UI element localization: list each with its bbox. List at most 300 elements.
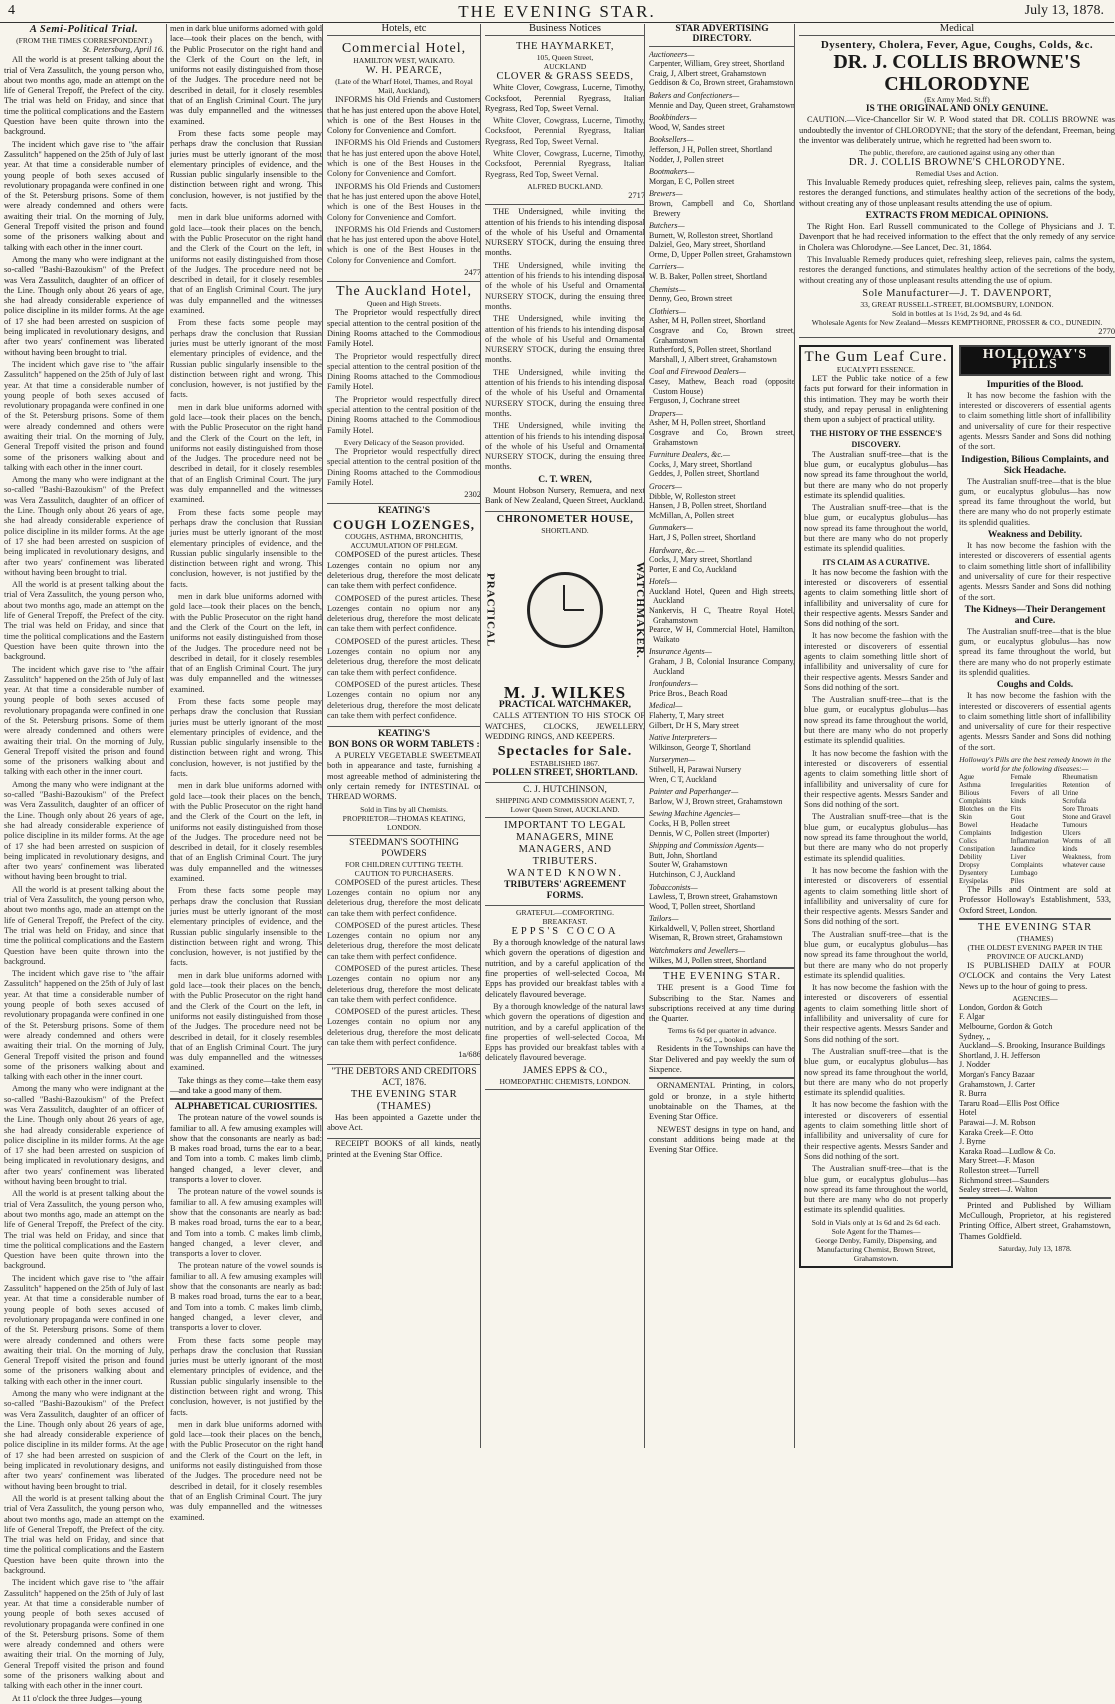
directory-category: Coal and Firewood Dealers— xyxy=(649,367,746,377)
directory-entry: Graham, J B, Colonial Insurance Company, Auckland xyxy=(649,657,795,676)
ad-title: "THE DEBTORS AND CREDITORS ACT, 1876. xyxy=(331,1066,477,1088)
directory-entry: Gilbert, Dr H S, Mary street xyxy=(649,720,739,730)
ad-establishment: The Pills and Ointment are sold at Professor Holloway's Establishment, 533, Oxford Street, London. xyxy=(959,885,1111,915)
article-paragraph: Among the many who were indignant at the so-called "Bashi-Bazoukism" of the Prefect was Vera Zassulitch, daughter of an officer of the Line. Though only about 26 years of age, she had already considerable experience of police discipline in its milder forms. At the age of 17 she had been arrested on suspicion of being implicated in revolutionary designs, and after two years' confinement was liberated without having been brought to trial. xyxy=(4,779,164,882)
ad-body: SHIPPING AND COMMISSION AGENT, 7, Lower Queen Street, AUCKLAND. xyxy=(495,796,635,815)
column-directory xyxy=(644,24,795,1448)
divider xyxy=(959,918,1111,920)
ad-body: INFORMS his Old Friends and Customers that he has just entered upon the above Hotel, which is one of the Best Houses in the Colony for Convenience and Comfort. xyxy=(327,181,481,222)
directory-entry: Dennis, W C, Pollen street (Importer) xyxy=(649,828,770,838)
directory-entry: Hansen, J B, Pollen street, Shortland xyxy=(649,501,767,511)
star-title: THE EVENING STAR xyxy=(977,921,1093,933)
article-paragraph: Among the many who were indignant at the so-called "Bashi-Bazoukism" of the Prefect was Vera Zassulitch, daughter of an officer of the Line. Though only about 26 years of age, she had already considerable experience of police discipline in its milder forms. At the age of 17 she had been arrested on suspicion of being implicated in revolutionary designs, and after two years' confinement was liberated without having been brought to trial. xyxy=(4,1084,164,1187)
directory-entry: Dalziel, Geo, Mary street, Shortland xyxy=(649,240,766,250)
star-notice-body: THE present is a Good Time for Subscribing to the Star. Names and subscriptions received at any time during the Quarter. xyxy=(649,983,795,1024)
ad-place: SHORTLAND. xyxy=(541,526,589,536)
directory-category: Hardware, &c.— xyxy=(649,545,705,555)
section-heading: ALPHABETICAL CURIOSITIES. xyxy=(174,1102,318,1113)
directory-category: Sewing Machine Agencies— xyxy=(649,809,740,819)
directory-entry: Morgan, E C, Pollen street xyxy=(649,176,735,186)
ad-title: Commercial Hotel, xyxy=(341,41,467,57)
ad-body: The Australian snuff-tree—that is the blue gum, or eucalyptus globulus—has now spread its fame throughout the world, but there are many who do not properly estimate its splendid qualities. xyxy=(804,695,948,746)
agency-entry: Shortland, J. H. Jefferson xyxy=(959,1050,1041,1060)
directory-category: Nurserymen— xyxy=(649,755,696,765)
ad-heading: CLOVER & GRASS SEEDS, xyxy=(496,71,634,83)
ad-title: THE HAYMARKET, xyxy=(516,41,614,53)
directory-entry: Lawless, T, Brown street, Grahamstown xyxy=(649,892,778,902)
ad-body: COMPOSED of the purest articles. These Lozenges contain no opium nor any deleterious drug, therefore the most delicate can take them with perfect confidence. xyxy=(327,636,481,677)
disease-item: Lumbago xyxy=(1010,869,1038,878)
ad-paper: THE EVENING STAR (THAMES) xyxy=(350,1088,458,1112)
directory-entry: Auckland Hotel, Queen and High streets, Auckland xyxy=(649,586,795,606)
directory-category: Butchers— xyxy=(649,221,685,231)
ad-subtitle: FOR CHILDREN CUTTING TEETH. xyxy=(345,859,463,869)
column-hotels xyxy=(322,24,481,1448)
directory-entry: Brown, Campbell and Co, Shortland Brewery xyxy=(649,198,795,218)
article-source: (FROM THE TIMES CORRESPONDENT.) xyxy=(16,36,152,45)
disease-item: Tumours xyxy=(1062,821,1088,830)
ad-number: 1a/686 xyxy=(458,1050,481,1060)
disease-item: Fits xyxy=(1010,805,1022,814)
ad-body: COMPOSED of the purest articles. These Lozenges contain no opium nor any deleterious drug, therefore the most delicate can take them with perfect confidence. xyxy=(327,593,481,634)
ad-hutchinson xyxy=(485,783,645,818)
article-paragraph: From these facts some people may perhaps draw the conclusion that Russian juries must be utterly ignorant of the most elementary principles of evidence, and the Russian public singularly insensible to the distinction between right and wrong. This conclusion, however, is not justified by the facts. xyxy=(170,128,322,211)
ad-body: The Australian snuff-tree—that is the blue gum, or eucalyptus globulus—has now spread its fame throughout the world, but there are many who do not properly estimate its splendid qualities. xyxy=(804,812,948,863)
ad-address: POLLEN STREET, SHORTLAND. xyxy=(492,768,638,779)
ad-gum-leaf xyxy=(799,345,953,1268)
ad-body: The Australian snuff-tree—that is the blue gum, or eucalyptus globulus—has now spread its fame throughout the world, but there are many who do not properly estimate its splendid qualities. xyxy=(959,476,1111,527)
article-paragraph: men in dark blue uniforms adorned with gold lace—took their places on the bench, with the Public Prosecutor on the right hand and the Clerk of the Court on the left, in uniforms not easily distinguished from those of the Judges. The procedure need not be described in detail, for it closely resembles that of an English Criminal Court. The jury was duly empannelled and the witnesses examined. xyxy=(170,592,322,694)
article-paragraph: men in dark blue uniforms adorned with gold lace—took their places on the bench, with the Public Prosecutor on the right hand and the Clerk of the Court on the left, in uniforms not easily distinguished from those of the Judges. The procedure need not be described in detail, for it closely resembles that of an English Criminal Court. The jury was duly empannelled and the witnesses examined. xyxy=(170,970,322,1073)
directory-entry: Asher, M H, Pollen street, Shortland xyxy=(649,418,766,428)
directory-entry: Carpenter, William, Grey street, Shortland xyxy=(649,59,785,69)
ad-body: The Proprietor would respectfully direct special attention to the central position of the Dining Rooms attached to the Commodious Family Hotel. xyxy=(327,351,481,392)
agency-entry: Sydney, „ xyxy=(959,1031,991,1041)
ad-extracts-head: EXTRACTS FROM MEDICAL OPINIONS. xyxy=(865,211,1049,222)
ad-auckland-hotel xyxy=(327,282,481,504)
ad-signature: ALFRED BUCKLAND. xyxy=(527,181,603,191)
ad-note: (Late of the Wharf Hotel, Thames, and Royal Mail, Auckland), xyxy=(335,77,473,96)
ad-body: INFORMS his Old Friends and Customers that he has just entered upon the above Hotel, which is one of the Best Houses in the Colony for Convenience and Comfort. xyxy=(327,95,481,136)
article-dateline: St. Petersburg, April 16. xyxy=(82,45,164,54)
ad-body: It has now become the fashion with the interested or discoverers of essential agents to claim something little short of infallibility and universality of cure for their respective agents. Messrs Sander and Sons did nothing of the sort. xyxy=(804,631,948,692)
ad-body: The Australian snuff-tree—that is the blue gum, or eucalyptus globulus—has now spread its fame throughout the world, but there are many who do not properly estimate its splendid qualities. xyxy=(959,626,1111,677)
star-sub: (THAMES) xyxy=(1016,933,1054,943)
disease-item: Dysentery xyxy=(959,869,988,878)
ad-public: The public, therefore, are cautioned against using any other than xyxy=(859,148,1055,158)
directory-entry: Rutherford, S, Pollen street, Shortland xyxy=(649,345,772,355)
ad-chronometer xyxy=(485,512,645,783)
ad-title: The Gum Leaf Cure. xyxy=(804,349,948,366)
column-news-continued xyxy=(166,24,322,1522)
directory-entry: Cocks, J, Mary street, Shortland xyxy=(649,555,752,565)
directory-entry: Nankervis, H C, Theatre Royal Hotel, Grahamstown xyxy=(649,606,795,625)
agency-entry: Auckland—S. Brooking, Insurance Buildings xyxy=(959,1041,1105,1051)
article-paragraph: From these facts some people may perhaps draw the conclusion that Russian juries must be utterly ignorant of the most elementary principles of evidence, and the Russian public singularly insensible to the distinction between right and wrong. This conclusion, however, is not justified by the facts. xyxy=(170,697,322,779)
ad-body: INFORMS his Old Friends and Customers that he has just entered upon the above Hotel, which is one of the Best Houses in the Colony for Convenience and Comfort. xyxy=(327,138,481,179)
directory-category: Drapers— xyxy=(649,408,683,418)
directory-entry: Stilwell, H, Parawai Nursery xyxy=(649,764,742,774)
ad-body: THE Undersigned, while inviting the attention of his friends to his intending disposal of the whole of his Useful and Ornamental NURSERY STOCK, during the ensuing three months. xyxy=(485,260,645,311)
ad-keating-bonbons xyxy=(327,727,481,835)
article-paragraph: men in dark blue uniforms adorned with gold lace—took their places on the bench, with the Public Prosecutor on the right hand and the Clerk of the Court on the left, in uniforms not easily distinguished from those of the Judges. The procedure need not be described in detail, for it closely resembles that of an English Criminal Court. The jury was duly empannelled and the witnesses examined. xyxy=(170,213,322,316)
agency-entry: Parawai—J. M. Robson xyxy=(959,1117,1036,1127)
ad-title: The Auckland Hotel, xyxy=(335,284,473,300)
column-heading: Business Notices xyxy=(485,24,645,36)
disease-item: Ague xyxy=(959,773,975,782)
ad-body: It has now become the fashion with the interested or discoverers of essential agents to claim something little short of infallibility and universality of cure for their respective agents. Messrs Sander and Sons did nothing of the sort. xyxy=(804,1100,948,1161)
disease-item: Bowel Complaints xyxy=(959,821,992,838)
disease-item: Bilious Complaints xyxy=(959,789,992,806)
agencies-head: AGENCIES— xyxy=(1012,993,1058,1003)
ad-body: The Australian snuff-tree—that is the blue gum, or eucalyptus globulus—has now spread its fame throughout the world, but there are many who do not properly estimate its splendid qualities. xyxy=(804,929,948,980)
ad-place: Queen and High Streets. xyxy=(366,299,442,309)
agency-entry: F. Algar xyxy=(959,1012,985,1022)
disease-item: Headache xyxy=(1010,821,1039,830)
ad-body: It has now become the fashion with the interested or discoverers of essential agents to claim something little short of infallibility and universality of cure for their respective agents. Messrs Sander and Sons did nothing of the sort. xyxy=(804,865,948,927)
article-paragraph: men in dark blue uniforms adorned with gold lace—took their places on the bench, with the Public Prosecutor on the right hand and the Clerk of the Court on the left, in uniforms not easily distinguished from those of the Judges. The procedure need not be described in detail, for it closely resembles that of an English Criminal Court. The jury was duly empannelled and the witnesses examined. xyxy=(170,24,322,126)
disease-item: Blotches on the Skin xyxy=(959,805,1008,822)
ad-body: COMPOSED of the purest articles. These Lozenges contain no opium nor any deleterious drug, therefore the most delicate can take them with perfect confidence. xyxy=(327,1007,481,1048)
ad-extracts-body: The Right Hon. Earl Russell communicated to the College of Physicians and J. T. Davenport that he had received information to the effect that the only remedy of any service in Cholera was Chlorodyne.—See Lancet, Dec. 31, 1864. xyxy=(799,222,1115,252)
directory-entry: Porter, E and Co, Auckland xyxy=(649,564,737,574)
directory-entry: Casey, Mathew, Beach road (opposite Custom House) xyxy=(649,377,795,396)
ad-body: THE Undersigned, while inviting the attention of his friends to his intending disposal of the whole of his Useful and Ornamental NURSERY STOCK, during the ensuing three months. xyxy=(485,207,645,258)
imprint: Printed and Published by William McCullough, Proprietor, at his registered Printing Office, Albert street, Grahamstown, Thames Goldfield. xyxy=(959,1200,1111,1241)
directory-entry: Denny, Geo, Brown street xyxy=(649,294,733,304)
issue-date: July 13, 1878. xyxy=(1024,3,1104,18)
column-medical xyxy=(794,24,1115,1448)
ad-nursery xyxy=(485,205,645,512)
directory-category: Gunmakers— xyxy=(649,523,693,533)
article-paragraph: The protean nature of the vowel sounds is familiar to all. A few amusing examples will show that the consonants are nearly as bad: B makes road broad, turns the ear to a bear, and Tom into a tomb. C makes limb climb, hanged changed, a lever clever, and transports a lover to clover. xyxy=(170,1261,322,1333)
directory-category: Carriers— xyxy=(649,262,684,272)
ad-body: The Australian snuff-tree—that is the blue gum, or eucalyptus globulus—has now spread its fame throughout the world, but there are many who do not properly estimate its splendid qualities. xyxy=(804,1164,948,1215)
star-published: IS PUBLISHED DAILY at FOUR O'CLOCK and contains the Very Latest News up to the hour of going to press. xyxy=(959,960,1111,991)
ad-list: COUGHS, ASTHMA, BRONCHITIS, ACCUMULATION OF PHLEGM. xyxy=(345,532,463,551)
ad-mine-managers xyxy=(485,818,645,906)
ad-banner: Dysentery, Cholera, Fever, Ague, Coughs, Colds, &c. xyxy=(820,39,1094,52)
directory-entry: Wilkes, M J, Pollen street, Shortland xyxy=(649,955,767,965)
ad-chemist: George Denby, Family, Dispensing, and Manufacturing Chemist, Brown Street, Grahamstown. xyxy=(815,1235,937,1263)
directory-entry: Orme, D, Upper Pollen street, Grahamstown xyxy=(649,249,792,259)
ad-kidneys: The Kidneys—Their Derangement and Cure. xyxy=(964,604,1106,626)
ad-coughs: Coughs and Colds. xyxy=(996,680,1074,691)
column-heading: STAR ADVERTISING DIRECTORY. xyxy=(649,24,795,47)
agency-entry: Hotel xyxy=(959,1108,977,1118)
ad-line: Every Delicacy of the Season provided. xyxy=(343,437,465,447)
divider xyxy=(649,967,795,969)
ad-body: The Proprietor would respectfully direct special attention to the central position of the Dining Rooms attached to the Commodious Family Hotel. xyxy=(327,308,481,349)
ad-body: The Proprietor would respectfully direct special attention to the central position of the Dining Rooms attached to the Commodious Family Hotel. xyxy=(327,394,481,435)
column-heading: Medical xyxy=(799,24,1115,36)
article-paragraph: All the world is at present talking about the trial of Vera Zassulitch, the young person who, about two months ago, made an attempt on the life of General Trepoff, the Prefect of the city. The trial was held on Friday, and since that time the political complications and the Eastern Question have been quite thrown into the background. xyxy=(4,1189,164,1271)
ad-address: Mount Hobson Nursery, Remuera, and next Bank of New Zealand, Queen Street, Auckland. xyxy=(485,485,645,505)
ad-remedy: Holloway's Pills are the best remedy known in the world for the following diseases:— xyxy=(959,755,1111,774)
ad-body: COMPOSED of the purest articles. These Lozenges contain no opium nor any deleterious drug, therefore the most delicate can take them with perfect confidence. xyxy=(327,964,481,1004)
agency-list xyxy=(959,1003,1111,1195)
ad-title: EPPS'S COCOA xyxy=(511,926,619,938)
directory-entry: Marshall, J, Albert street, Grahamstown xyxy=(649,354,777,364)
ad-body: By a thorough knowledge of the natural laws which govern the operations of digestion and nutrition, and by a careful application of the fine properties of well-selected Cocoa, Mr Epps has provided our breakfast tables with a delicately flavoured beverage. xyxy=(485,1001,645,1063)
article-paragraph: The incident which gave rise to "the affair Zassulitch" happened on the 25th of July of last year. At that time a considerable number of young people of both sexes accused of revolutionary propaganda were confined in one of the St. Petersburg prisons. Some of them were already condemned and others were awaiting their trial. On the morning of July, General Trepoff visited the prison and found some of the prisoners walking about and talking with each other in the inner court. xyxy=(4,1273,164,1386)
ad-body: The Australian snuff-tree—that is the blue gum, or eucalyptus globulus—has now spread its fame throughout the world, but there are many who do not properly estimate its splendid qualities. xyxy=(804,449,948,500)
directory-category: Insurance Agents— xyxy=(649,647,712,657)
article-paragraph: The incident which gave rise to "the affair Zassulitch" happened on the 25th of July of last year. At that time a considerable number of young people of both sexes accused of revolutionary propaganda were confined in one of the St. Petersburg prisons. Some of them were already condemned and others were awaiting their trial. On the morning of July, General Trepoff visited the prison and found some of the prisoners walking about and talking with each other in the inner court. xyxy=(4,1578,164,1691)
directory-entry: Mennie and Day, Queen street, Grahamstown xyxy=(649,100,795,110)
ad-company: JAMES EPPS & CO., xyxy=(522,1065,608,1076)
article-paragraph: Take things as they come—take them easy—and take a good many of them. xyxy=(170,1075,322,1095)
ad-subtitle: EUCALYPTI ESSENCE. xyxy=(836,365,916,375)
ad-remedial-head: Remedial Uses and Action. xyxy=(915,169,999,179)
disease-item: Debility xyxy=(959,853,982,862)
star-residents: Residents in the Townships can have the Star Delivered and pay weekly the sum of Sixpence. xyxy=(649,1044,795,1075)
disease-item: Indigestion xyxy=(1010,829,1043,838)
ad-genuine: IS THE ORIGINAL AND ONLY GENUINE. xyxy=(865,104,1049,115)
holloway-logo: HOLLOWAY'S PILLS xyxy=(959,345,1111,376)
agency-entry: Tararu Road—Ellis Post Office xyxy=(959,1098,1060,1108)
directory-category: Tobacconists— xyxy=(649,882,698,892)
ad-watchmaker: WATCHMAKER. xyxy=(634,561,646,659)
article-paragraph: Among the many who were indignant at the so-called "Bashi-Bazoukism" of the Prefect was Vera Zassulitch, daughter of an officer of the Line. Though only about 26 years of age, she had already considerable experience of police discipline in its milder forms. At the age of 17 she had been arrested on suspicion of being implicated in revolutionary designs, and after two years' confinement was liberated without having been brought to trial. xyxy=(4,475,164,577)
disease-item: Rheumatism xyxy=(1062,773,1098,782)
article-paragraph: The incident which gave rise to "the affair Zassulitch" happened on the 25th of July of last year. At that time a considerable number of young people of both sexes accused of revolutionary propaganda were confined in one of the St. Petersburg prisons. Some of them were already condemned and others were awaiting their trial. On the morning of July, General Trepoff visited the prison and found some of the prisoners walking about and talking with each other in the inner court. xyxy=(4,969,164,1082)
ad-number: 2770 xyxy=(1098,326,1115,336)
ad-keating-lozenges xyxy=(327,504,481,727)
ad-title: IMPORTANT TO LEGAL MANAGERS, MINE MANAGERS, AND TRIBUTERS. xyxy=(504,820,626,868)
ad-body: THE Undersigned, while inviting the attention of his friends to his intending disposal of the whole of his Useful and Ornamental NURSERY STOCK, during the ensuing three months. xyxy=(485,421,645,472)
ad-sole-address: 33, GREAT RUSSELL-STREET, BLOOMSBURY, LONDON. xyxy=(860,299,1054,309)
ad-body: COMPOSED of the purest articles. These Lozenges contain no opium nor any deleterious drug, therefore the most delicate can take them with perfect confidence. xyxy=(327,877,481,918)
directory-category: Bakers and Confectioners— xyxy=(649,90,740,100)
divider xyxy=(959,1197,1111,1199)
directory-entry: Jefferson, J H, Pollen street, Shortland xyxy=(649,144,772,154)
ad-body: It has now become the fashion with the interested or discoverers of essential agents to claim something little short of infallibility and universality of cure for their respective agents. Messrs Sander and Sons did nothing of the sort. xyxy=(959,390,1111,452)
ad-established: ESTABLISHED 1867. xyxy=(530,759,600,769)
ad-debtors-act xyxy=(327,1065,481,1140)
ad-caution: CAUTION TO PURCHASERS. xyxy=(354,868,454,878)
agency-entry: Richmond street—Saunders xyxy=(959,1175,1049,1185)
directory-entry: Wiseman, R, Brown street, Grahamstown xyxy=(649,933,783,943)
ad-body: LET the Public take notice of a few facts put forward for their information in this intimation. They may be worth their study, and repay perusal in enlightening them upon a subject of practical utility. xyxy=(804,374,948,425)
ad-title: C. J. HUTCHINSON, xyxy=(523,785,607,796)
ad-watchmaker-name: M. J. WILKES xyxy=(503,683,627,703)
directory-category: Bookbinders— xyxy=(649,113,697,123)
directory-entry: Hutchinson, C J, Auckland xyxy=(649,869,735,879)
ad-weakness: Weakness and Debility. xyxy=(987,530,1083,541)
directory-category: Shipping and Commission Agents— xyxy=(649,841,764,851)
ad-body: It has now become the fashion with the interested or discoverers of essential agents to claim something little short of infallibility and universality of cure for their respective agents. Messrs Sander and Sons did nothing of the sort. xyxy=(804,748,948,810)
directory-entry: Craig, J, Albert street, Grahamstown xyxy=(649,68,767,78)
disease-item: Inflammation xyxy=(1010,837,1049,846)
agency-entry: J. Byrne xyxy=(959,1137,986,1147)
ad-body: COMPOSED of the purest articles. These Lozenges contain no opium nor any deleterious drug, therefore the most delicate can take them with perfect confidence. xyxy=(327,920,481,961)
disease-item: Asthma xyxy=(959,781,981,790)
ad-ornamental: ORNAMENTAL Printing, in colors, gold or bronze, in a style hitherto unobtainable on the Thames, at the Evening Star Office. xyxy=(649,1081,795,1122)
agency-entry: Karaka Creek—F. Otto xyxy=(959,1127,1034,1137)
ad-body: White Clover, Cowgrass, Lucerne, Timothy, Cocksfoot, Perennial Ryegrass, Italian Ryegrass, Red Top, Sweet Vernal. xyxy=(485,149,645,179)
disease-item: Liver Complaints xyxy=(1010,853,1043,870)
ad-proprietor: PROPRIETOR—THOMAS KEATING, LONDON. xyxy=(342,813,466,832)
ad-extracts-body: This Invaluable Remedy produces quiet, refreshing sleep, relieves pain, calms the system, restores the deranged functions, and stimulates healthy action of the secretions of the body, without creating any of those unpleasant results attending the use of opium. xyxy=(799,254,1115,285)
divider xyxy=(170,1098,322,1100)
article-paragraph: All the world is at present talking about the trial of Vera Zassulitch, the young person who, about two months ago, made an attempt on the life of General Trepoff, the Prefect of the city. The trial was held on Friday, and since that time the political complications and the Eastern Question have been quite thrown into the background. xyxy=(4,55,164,137)
directory-entry: Barlow, W J, Brown street, Grahamstown xyxy=(649,796,783,806)
ad-forms: TRIBUTERS' AGREEMENT FORMS. xyxy=(504,880,626,902)
ad-body: It has now become the fashion with the interested or discoverers of essential agents to claim something little short of infallibility and universality of cure for their respective agents. Messrs Sander and Sons did nothing of the sort. xyxy=(804,567,948,629)
directory-entry: Burnett, W, Rolleston street, Shortland xyxy=(649,230,773,240)
ad-place: HAMILTON WEST, WAIKATO. xyxy=(353,56,455,66)
directory-category: Auctioneers— xyxy=(649,49,695,59)
ad-body: White Clover, Cowgrass, Lucerne, Timothy, Cocksfoot, Perennial Ryegrass, Italian Ryegrass, Red Top, Sweet Vernal. xyxy=(485,83,645,113)
article-paragraph: men in dark blue uniforms adorned with gold lace—took their places on the bench, with the Public Prosecutor on the right hand and the Clerk of the Court on the left, in uniforms not easily distinguished from those of the Judges. The procedure need not be described in detail, for it closely resembles that of an English Criminal Court. The jury was duly empannelled and the witnesses examined. xyxy=(170,781,322,884)
ad-body: The Proprietor would respectfully direct special attention to the central position of the Dining Rooms attached to the Commodious Family Hotel. xyxy=(327,446,481,487)
ad-body: The Australian snuff-tree—that is the blue gum, or eucalyptus globulus—has now spread its fame throughout the world, but there are many who do not properly estimate its splendid qualities. xyxy=(804,503,948,554)
disease-list xyxy=(959,773,1111,885)
directory-entry: Pearce, W H, Commercial Hotel, Hamilton, Waikato xyxy=(649,625,795,644)
directory-entry: Souter W, Grahamstown xyxy=(649,860,728,870)
article-paragraph: The protean nature of the vowel sounds is familiar to all. A few amusing examples will show that the consonants are nearly as bad: B makes road broad, turns the ear to a bear, and Tom into a tomb. C makes limb climb, hanged changed, a lever clever, and transports a lover to clover. xyxy=(170,1113,322,1185)
directory-entry: W. B. Baker, Pollen street, Shortland xyxy=(649,272,767,282)
article-paragraph: All the world is at present talking about the trial of Vera Zassulitch, the young person who, about two months ago, made an attempt on the life of General Trepoff, the Prefect of the city. The trial was held on Friday, and since that time the political complications and the Eastern Question have been quite thrown into the background. xyxy=(4,884,164,966)
directory-category: Native Interpreters— xyxy=(649,733,717,743)
ad-body: INFORMS his Old Friends and Customers that he has just entered upon the above Hotel, which is one of the Best Houses in the Colony for Convenience and Comfort. xyxy=(327,224,481,265)
article-paragraph: At 11 o'clock the three Judges—young xyxy=(12,1693,142,1703)
ad-tagline: GRATEFUL—COMFORTING. xyxy=(515,908,615,918)
ad-remedial-body: This Invaluable Remedy produces quiet, refreshing sleep, relieves pain, calms the system, restores the deranged functions, and stimulates healthy action of the secretions of the body, without creating any of those unpleasant results attending the use of opium. xyxy=(799,178,1115,208)
agency-entry: Mary Street—F. Mason xyxy=(959,1156,1035,1166)
ad-number: 2717 xyxy=(628,190,645,200)
ad-breakfast: BREAKFAST. xyxy=(542,917,588,927)
disease-item: Scrofula xyxy=(1062,797,1087,806)
advertising-directory xyxy=(649,50,795,966)
agency-entry: Rolleston street—Turrell xyxy=(959,1165,1039,1175)
ad-claim-head: ITS CLAIM AS A CURATIVE. xyxy=(822,557,930,567)
directory-entry: Cocks, H B, Pollen street xyxy=(649,818,730,828)
ad-newest-designs: NEWEST designs in type on hand, and constant additions being made at the Evening Star Office. xyxy=(649,1124,795,1155)
agency-entry: J. Nodder xyxy=(959,1060,991,1070)
column-heading: Hotels, etc xyxy=(327,24,481,36)
article-paragraph: The protean nature of the vowel sounds is familiar to all. A few amusing examples will show that the consonants are nearly as bad: B makes road broad, turns the ear to a bear, and Tom into a tomb. C makes limb climb, hanged changed, a lever clever, and transports a lover to clover. xyxy=(170,1187,322,1259)
ad-sold: Sold in Tins by all Chemists. xyxy=(360,804,448,814)
ad-city: AUCKLAND xyxy=(543,62,587,72)
ad-army: (Ex Army Med. St.ff) xyxy=(924,95,990,105)
disease-item: Worms of all kinds xyxy=(1062,837,1111,854)
directory-entry: Cocks, J, Mary street, Shortland xyxy=(649,459,752,469)
agency-entry: London, Gordon & Gotch xyxy=(959,1002,1043,1012)
directory-entry: Geddison & Co, Brown street, Grahamstown xyxy=(649,78,794,88)
ad-body: It has now become the fashion with the interested or discoverers of essential agents to claim something little short of infallibility and universality of cure for their respective agents. Messrs Sander and Sons did nothing of the sort. xyxy=(804,983,948,1044)
ad-number: 2477 xyxy=(464,268,481,278)
clock-icon xyxy=(527,572,603,648)
star-oldest: (THE OLDEST EVENING PAPER IN THE PROVINCE OF AUCKLAND) xyxy=(967,942,1103,961)
ad-indigestion: Indigestion, Bilious Complaints, and Sick Headache. xyxy=(961,454,1109,476)
directory-entry: Cosgrave and Co, Brown street, Grahamstown xyxy=(649,326,795,345)
ad-brand: KEATING'S xyxy=(377,506,431,517)
agency-entry: Morgan's Fancy Bazaar xyxy=(959,1070,1035,1079)
article-paragraph: The incident which gave rise to "the affair Zassulitch" happened on the 25th of July of last year. At that time a considerable number of young people of both sexes accused of revolutionary propaganda were confined in one of the St. Petersburg prisons. Some of them were already condemned and others were awaiting their trial. On the morning of July, General Trepoff visited the prison and found some of the prisoners walking about and talking with each other in the inner court. xyxy=(4,139,164,252)
directory-category: Hotels— xyxy=(649,577,677,587)
ad-history-head: THE HISTORY OF THE ESSENCE'S DISCOVERY. xyxy=(810,428,942,449)
ad-body: White Clover, Cowgrass, Lucerne, Timothy, Cocksfoot, Perennial Ryegrass, Italian Ryegrass, Red Top, Sweet Vernal. xyxy=(485,116,645,146)
directory-category: Ironfounders— xyxy=(649,679,698,689)
disease-item: Erysipelas xyxy=(959,877,989,886)
ad-haymarket xyxy=(485,39,645,205)
ad-receipt-books: RECEIPT BOOKS of all kinds, neatly printed at the Evening Star Office. xyxy=(327,1139,481,1159)
directory-entry: Nodder, J, Pollen street xyxy=(649,154,724,164)
directory-entry: Hart, J S, Pollen street, Shortland xyxy=(649,532,756,542)
directory-entry: Geddes, J, Pollen street, Shortland xyxy=(649,469,759,479)
ad-steedman xyxy=(327,836,481,1065)
disease-item: Fevers of all kinds xyxy=(1010,789,1060,806)
article-paragraph: From these facts some people may perhaps draw the conclusion that Russian juries must be utterly ignorant of the most elementary principles of evidence, and the Russian public singularly insensible to the distinction between right and wrong. This conclusion, however, is not justified by the facts. xyxy=(170,318,322,400)
disease-item: Piles xyxy=(1010,877,1025,886)
ad-title: CHRONOMETER HOUSE, xyxy=(496,514,634,526)
directory-entry: Dibble, W, Rolleston street xyxy=(649,491,736,501)
ad-spectacles: Spectacles for Sale. xyxy=(497,744,633,760)
ad-title: COUGH LOZENGES, xyxy=(332,517,476,533)
newspaper-title: THE EVENING STAR. xyxy=(458,2,656,21)
ad-address: 105, Queen Street, xyxy=(536,53,594,63)
ad-epps-cocoa xyxy=(485,906,645,1090)
column-news xyxy=(4,24,164,1703)
disease-item: Retention of Urine xyxy=(1062,781,1111,798)
ad-caution: CAUTION.—Vice-Chancellor Sir W. P. Wood stated that DR. COLLIS BROWNE was undoubtedly the inventor of CHLORODYNE; that the story of the defendant, Freeman, being the inventor was deliberately untrue, which he regretted had been sworn to. xyxy=(799,115,1115,145)
agency-entry: Grahamstown, J. Carter xyxy=(959,1079,1035,1089)
agency-entry: Melbourne, Gordon & Gotch xyxy=(959,1022,1053,1032)
directory-category: Bootmakers— xyxy=(649,167,695,177)
article-paragraph: All the world is at present talking about the trial of Vera Zassulitch, the young person who, about two months ago, made an attempt on the life of General Trepoff, the Prefect of the city. The trial was held on Friday, and since that time the political complications and the Eastern Question have been quite thrown into the background. xyxy=(4,1493,164,1576)
article-headline: A Semi-Political Trial. xyxy=(29,24,139,35)
ad-chlorodyne-name: DR. J. COLLIS BROWNE'S CHLORODYNE. xyxy=(848,157,1066,169)
agency-entry: Sealey street—J. Walton xyxy=(959,1185,1038,1195)
agency-entry: Karaka Road—Ludlow & Co. xyxy=(959,1146,1056,1156)
star-notice-title: THE EVENING STAR. xyxy=(663,971,781,983)
directory-entry: Butt, John, Shortland xyxy=(649,850,718,860)
article-paragraph: men in dark blue uniforms adorned with gold lace—took their places on the bench, with the Public Prosecutor on the right hand and the Clerk of the Court on the left, in uniforms not easily distinguished from those of the Judges. The procedure need not be described in detail, for it closely resembles that of an English Criminal Court. The jury was duly empannelled and the witnesses examined. xyxy=(170,1419,322,1522)
ad-commercial-hotel xyxy=(327,39,481,282)
directory-entry: Ferguson, J, Cochrane street xyxy=(649,396,740,406)
disease-item: Stone and Gravel xyxy=(1062,813,1111,822)
directory-entry: Wilkinson, George T, Shortland xyxy=(649,742,751,752)
disease-item: Weakness, from whatever cause xyxy=(1062,853,1111,870)
ad-body: COMPOSED of the purest articles. These Lozenges contain no opium nor any deleterious drug, therefore the most delicate can take them with perfect confidence. xyxy=(327,679,481,720)
article-paragraph: From these facts some people may perhaps draw the conclusion that Russian juries must be utterly ignorant of the most elementary principles of evidence, and the Russian public singularly insensible to the distinction between right and wrong. This conclusion, however, is not justified by the facts. xyxy=(170,507,322,589)
directory-category: Watchmakers and Jewellers— xyxy=(649,946,746,956)
ad-impurities: Impurities of the Blood. xyxy=(986,379,1084,390)
disease-item: Jaundice xyxy=(1010,845,1036,854)
directory-entry: Wood, T, Pollen street, Shortland xyxy=(649,901,755,911)
ad-wholesale: Wholesale Agents for New Zealand—Messrs KEMPTHORNE, PROSSER & CO., DUNEDIN. xyxy=(811,317,1103,327)
ad-body: The Australian snuff-tree—that is the blue gum, or eucalyptus globulus—has now spread its fame throughout the world, but there are many who do not properly estimate its splendid qualities. xyxy=(804,1046,948,1098)
disease-item: Ulcers xyxy=(1062,829,1081,838)
article-paragraph: The incident which gave rise to "the affair Zassulitch" happened on the 25th of July of last year. At that time a considerable number of young people of both sexes accused of revolutionary propaganda were confined in one of the St. Petersburg prisons. Some of them were already condemned and others were awaiting their trial. On the morning of July, General Trepoff visited the prison and found some of the prisoners walking about and talking with each other in the inner court. xyxy=(4,359,164,472)
article-paragraph: From these facts some people may perhaps draw the conclusion that Russian juries must be utterly ignorant of the most elementary principles of evidence, and the Russian public singularly insensible to the distinction between right and wrong. This conclusion, however, is not justified by the facts. xyxy=(170,1335,322,1417)
page-number: 4 xyxy=(8,3,15,18)
disease-item: Dropsy xyxy=(959,861,980,870)
ad-body: THE Undersigned, while inviting the attention of his friends to his intending disposal of the whole of his Useful and Ornamental NURSERY STOCK, during the ensuing three months. xyxy=(485,367,645,418)
masthead xyxy=(0,0,1114,23)
directory-category: Furniture Dealers, &c.— xyxy=(649,450,731,460)
ad-brand: KEATING'S xyxy=(377,729,431,740)
ad-sold: Sold in Vials only at 1s 6d and 2s 6d each. xyxy=(811,1217,941,1227)
ad-title: STEEDMAN'S SOOTHING POWDERS xyxy=(349,837,459,859)
ad-sole-manufacturer: Sole Manufacturer—J. T. DAVENPORT, xyxy=(862,287,1052,299)
article-paragraph: From these facts some people may perhaps draw the conclusion that Russian juries must be utterly ignorant of the most elementary principles of evidence, and the Russian public singularly insensible to the distinction between right and wrong. This conclusion, however, is not justified by the facts. xyxy=(170,886,322,968)
ad-practical: PRACTICAL xyxy=(484,573,497,648)
ad-body: COMPOSED of the purest articles. These Lozenges contain no opium nor any deleterious drug, therefore the most delicate can take them with perfect confidence. xyxy=(327,550,481,591)
directory-category: Painter and Paperhanger— xyxy=(649,787,739,797)
